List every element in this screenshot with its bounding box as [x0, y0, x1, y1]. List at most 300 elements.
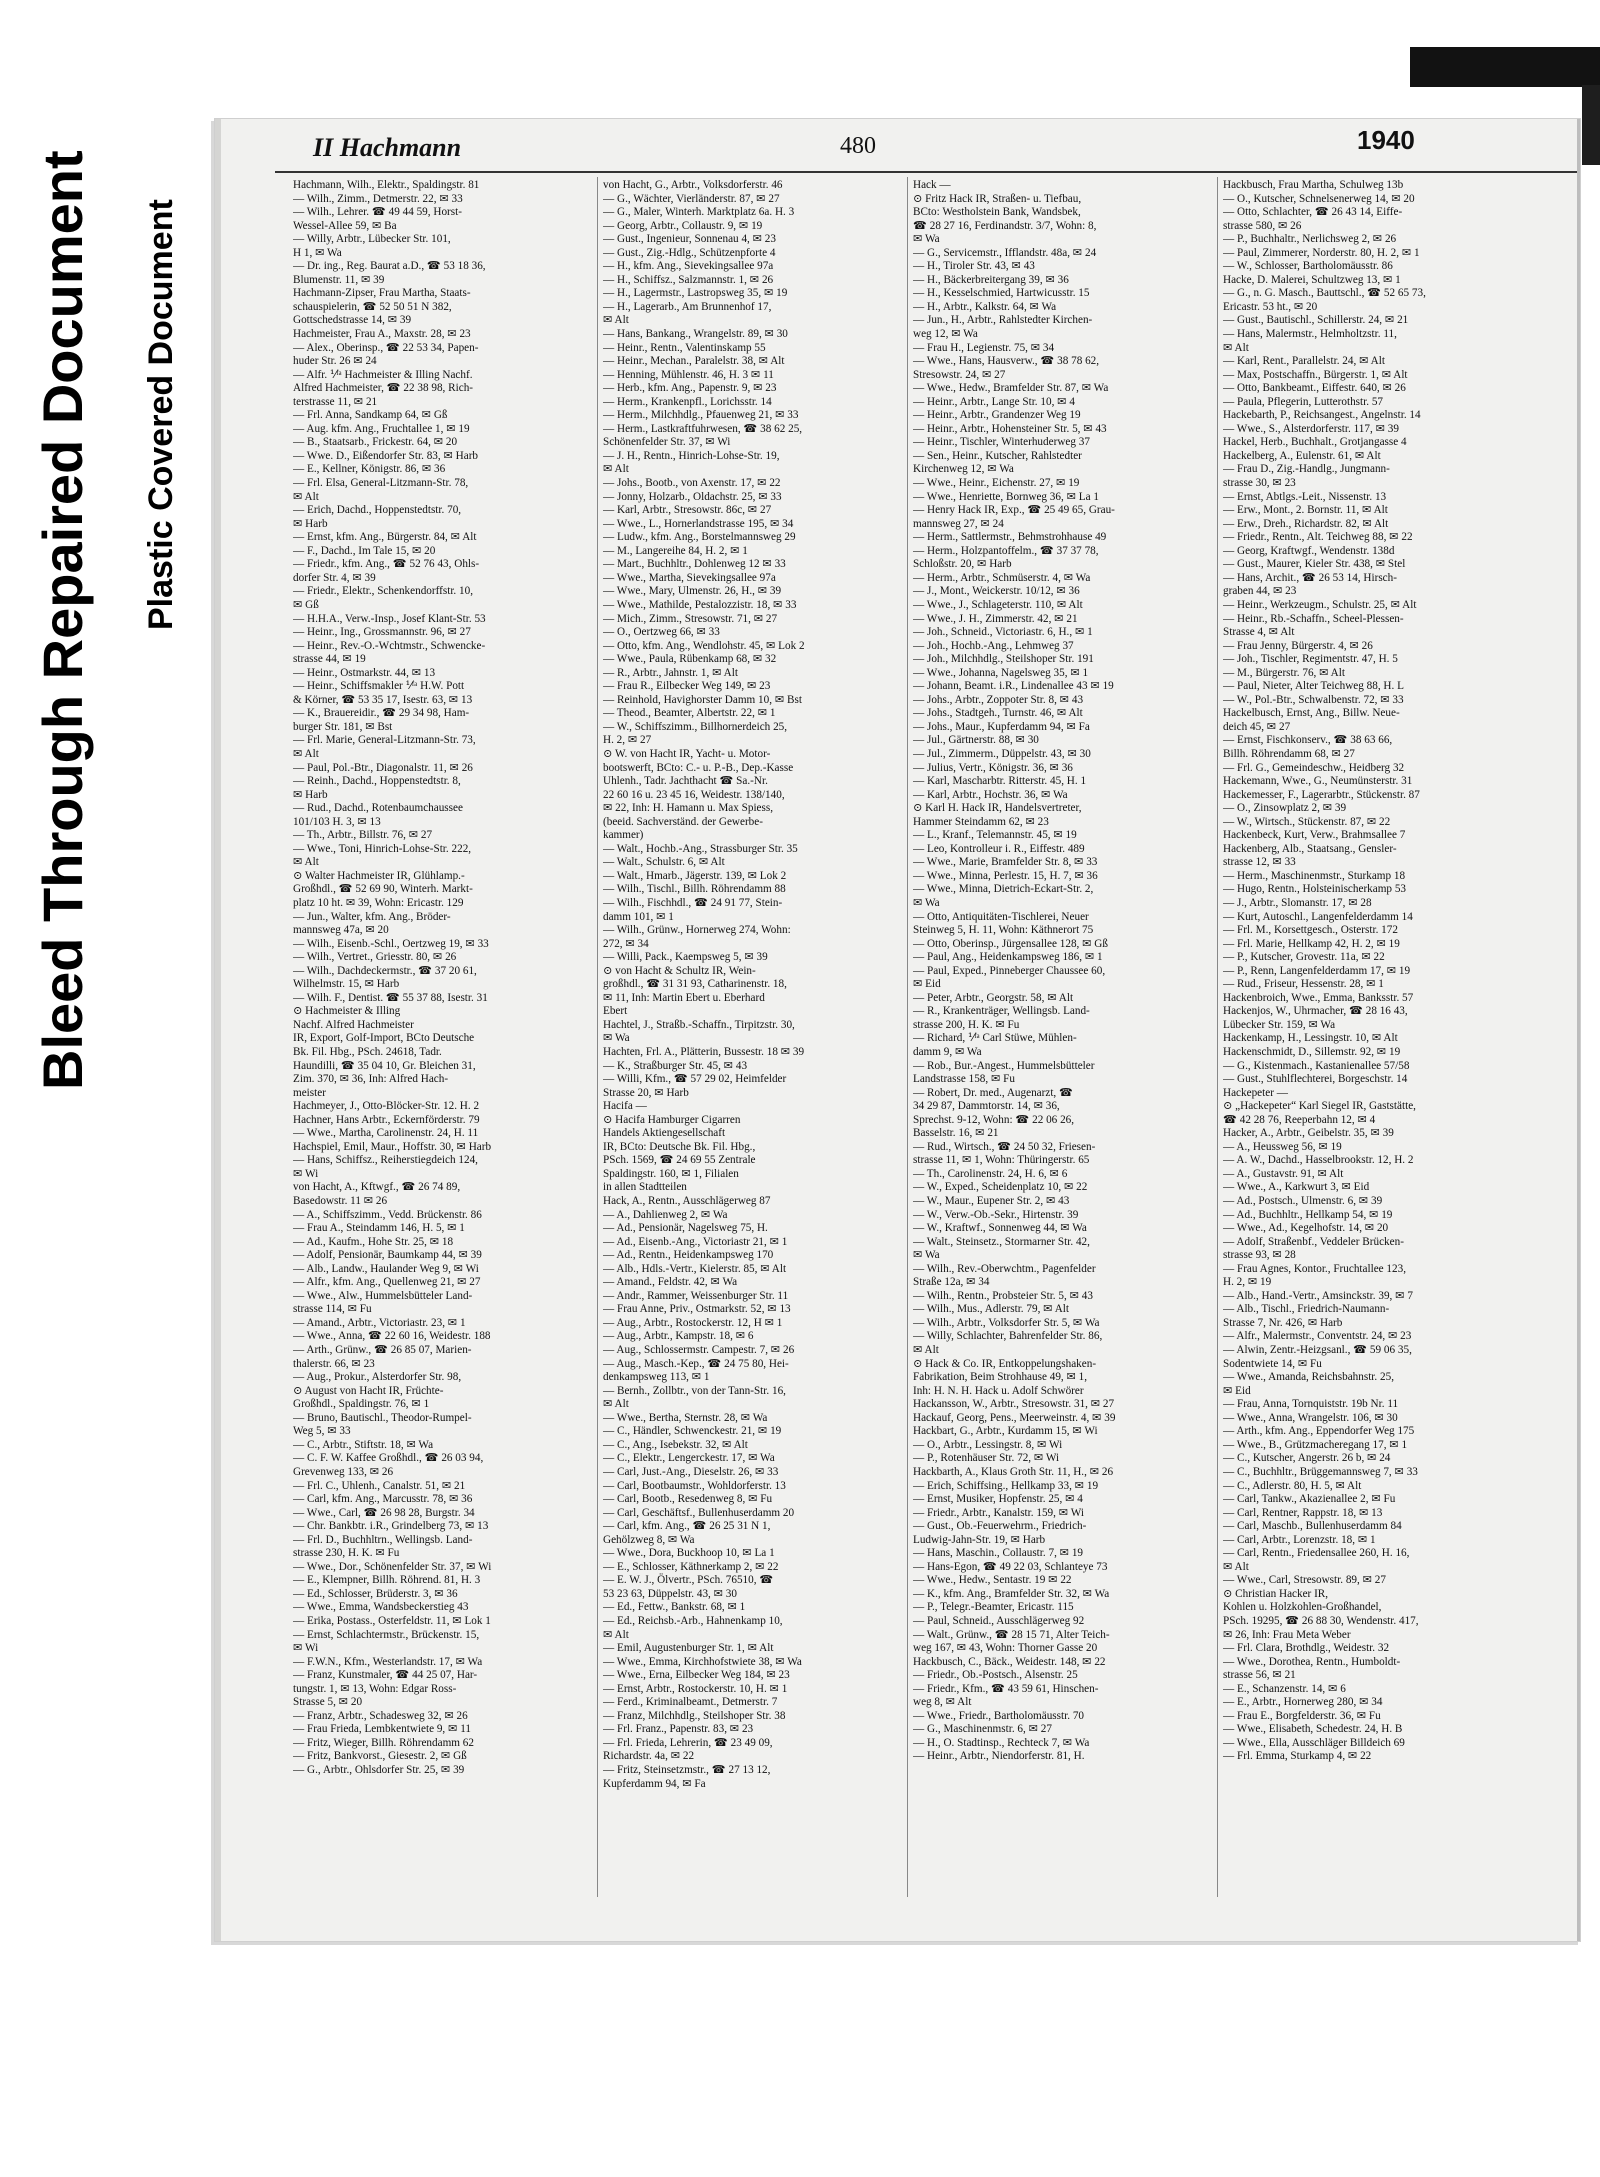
directory-entry: Basselstr. 16, ✉ 21	[913, 1127, 999, 1140]
directory-entry: Hackbart, G., Arbtr., Kurdamm 15, ✉ Wi	[913, 1425, 1098, 1438]
directory-entry: — Heinr., Ostmarkstr. 44, ✉ 13	[293, 666, 436, 679]
directory-entry: Hackbusch, Frau Martha, Schulweg 13b	[1223, 179, 1404, 191]
directory-entry: — Kurt, Autoschl., Langenfelderdamm 14	[1223, 910, 1413, 923]
directory-entry: PSch. 19295, ☎ 26 88 30, Wendenstr. 417,	[1223, 1614, 1419, 1627]
directory-entry: — Fritz, Steinsetzmstr., ☎ 27 13 12,	[603, 1763, 771, 1776]
directory-entry: — Erich, Dachd., Hoppenstedtstr. 70,	[293, 504, 462, 517]
directory-entry: — H., Lagermstr., Lastropsweg 35, ✉ 19	[603, 287, 788, 300]
directory-entry: ⊙ Christian Hacker IR,	[1223, 1587, 1329, 1600]
directory-entry: Hackenberg, Alb., Staatsang., Gensler-	[1223, 842, 1397, 855]
directory-entry: — P., Telegr.-Beamter, Ericastr. 115	[913, 1601, 1074, 1614]
directory-entry: — Franz, Kunstmaler, ☎ 44 25 07, Har-	[293, 1669, 478, 1682]
directory-entry: — Wwe., Anna, ☎ 22 60 16, Weidestr. 188	[293, 1330, 491, 1343]
directory-entry: — Julius, Vertr., Königstr. 36, ✉ 36	[913, 761, 1073, 774]
directory-entry: Strasse 5, ✉ 20	[293, 1696, 363, 1709]
directory-entry: ✉ Harb	[293, 517, 328, 530]
directory-entry: — H., Schiffsz., Salzmannstr. 1, ✉ 26	[603, 273, 774, 286]
directory-entry: — Paul, Pol.-Btr., Diagonalstr. 11, ✉ 26	[293, 761, 473, 774]
label-bleed-through: Bleed Through Repaired Document	[31, 150, 94, 1090]
directory-entry: — G., Maler, Winterh. Marktplatz 6a. H. 3	[603, 206, 795, 219]
directory-entry: — Sen., Heinr., Kutscher, Rahlstedter	[913, 449, 1082, 462]
directory-entry: — Ferd., Kriminalbeamt., Detmerstr. 7	[603, 1696, 778, 1709]
directory-entry: — J., Arbtr., Slomanstr. 17, ✉ 28	[1223, 896, 1372, 909]
directory-entry: Hachner, Hans Arbtr., Eckernförderstr. 79	[293, 1113, 480, 1126]
directory-entry: — Wwe., Minna, Perlestr. 15, H. 7, ✉ 36	[913, 869, 1098, 882]
directory-entry: — Frau D., Zig.-Handlg., Jungmann-	[1223, 463, 1390, 476]
directory-entry: Gottschedstrasse 14, ✉ 39	[293, 314, 412, 327]
directory-entry: ✉ Wa	[913, 1249, 940, 1262]
directory-entry: Hackenbroich, Wwe., Emma, Banksstr. 57	[1223, 991, 1414, 1004]
directory-entry: — Wwe., Bertha, Sternstr. 28, ✉ Wa	[603, 1411, 768, 1424]
directory-entry: — Wwe., Hedw., Sentastr. 19 ✉ 22	[913, 1574, 1072, 1587]
page-number: 480	[840, 133, 876, 159]
directory-entry: — Carl, kfm. Ang., ☎ 26 25 31 N 1,	[603, 1520, 771, 1533]
label-plastic-covered: Plastic Covered Document	[142, 199, 180, 630]
directory-entry: Hackansson, W., Arbtr., Stresowstr. 31, ✉ 27	[913, 1398, 1115, 1411]
directory-entry: — Carl, Bootb., Resedenweg 8, ✉ Fu	[603, 1493, 773, 1506]
directory-entry: — L., Kranf., Telemannstr. 45, ✉ 19	[913, 829, 1077, 842]
directory-entry: Hachmeyer, J., Otto-Blöcker-Str. 12. H. 2	[293, 1100, 480, 1113]
directory-entry: Hack —	[913, 179, 951, 191]
directory-entry: weg 167, ✉ 43, Wohn: Thorner Gasse 20	[913, 1642, 1098, 1655]
directory-entry: — Wilh., Lehrer. ☎ 49 44 59, Horst-	[293, 206, 462, 219]
directory-entry: — Ernst, Fischkonserv., ☎ 38 63 66,	[1223, 734, 1393, 747]
directory-entry: — Paul, Zimmerer, Norderstr. 80, H. 2, ✉ 1	[1223, 246, 1420, 259]
directory-entry: Hackauf, Georg, Pens., Meerweinstr. 4, ✉ 39	[913, 1411, 1116, 1424]
directory-entry: — Frau E., Borgfelderstr. 36, ✉ Fu	[1223, 1709, 1381, 1722]
directory-entry: — Walt., Steinsetz., Stormarner Str. 42,	[913, 1235, 1090, 1248]
directory-entry: — Carl, Rentner, Rappstr. 18, ✉ 13	[1223, 1506, 1383, 1519]
directory-entry: — H., kfm. Ang., Sievekingsallee 97a	[603, 260, 774, 273]
directory-entry: — Erw., Dreh., Richardstr. 82, ✉ Alt	[1223, 517, 1389, 530]
directory-entry: — P., Renn, Langenfelderdamm 17, ✉ 19	[1223, 964, 1411, 977]
directory-entry: H 1, ✉ Wa	[293, 246, 342, 259]
directory-entry: — Paul, Schneid., Ausschlägerweg 92	[913, 1614, 1085, 1627]
directory-entry: thalerstr. 66, ✉ 23	[293, 1357, 375, 1370]
directory-entry: — Alfr., Malermstr., Conventstr. 24, ✉ 23	[1223, 1330, 1412, 1343]
scanner-dark-strip	[1410, 47, 1600, 87]
directory-entry: ✉ Eid	[913, 978, 941, 991]
directory-entry: — Walt., Hmarb., Jägerstr. 139, ✉ Lok 2	[603, 869, 787, 882]
directory-entry: ✉ Wa	[603, 1032, 630, 1045]
directory-entry: — A., Schiffszimm., Vedd. Brückenstr. 86	[293, 1208, 482, 1221]
directory-entry: Hachmann-Zipser, Frau Martha, Staats-	[293, 287, 471, 300]
directory-entry: IR, Export, Golf-Import, BCto Deutsche	[293, 1032, 475, 1045]
directory-entry: weg 8, ✉ Alt	[913, 1696, 972, 1709]
directory-entry: — Ed., Schlosser, Brüderstr. 3, ✉ 36	[293, 1587, 458, 1600]
directory-entry: von Hacht, G., Arbtr., Volksdorferstr. 46	[603, 179, 783, 191]
directory-entry: in allen Stadtteilen	[603, 1181, 687, 1194]
directory-entry: — Wwe., Marie, Bramfelder Str. 8, ✉ 33	[913, 856, 1098, 869]
directory-entry: (beeid. Sachverständ. der Gewerbe-	[603, 815, 763, 828]
directory-entry: — Wwe., Dora, Buckhoop 10, ✉ La 1	[603, 1547, 775, 1560]
directory-entry: Kupferdamm 94, ✉ Fa	[603, 1777, 706, 1790]
directory-entry: — Otto, Oberinsp., Jürgensallee 128, ✉ Gß	[913, 937, 1108, 950]
directory-entry: — Herm., Arbtr., Schmüserstr. 4, ✉ Wa	[913, 571, 1091, 584]
directory-entry: ✉ Eid	[1223, 1384, 1251, 1397]
directory-entry: — Karl, Rent., Parallelstr. 24, ✉ Alt	[1223, 355, 1385, 368]
directory-entry: huder Str. 26 ✉ 24	[293, 355, 377, 368]
column-divider	[907, 177, 908, 1897]
directory-entry: — Heinr., Rev.-O.-Wchtmstr., Schwencke-	[293, 639, 486, 652]
directory-entry: — Karl, Arbtr., Hochstr. 36, ✉ Wa	[913, 788, 1068, 801]
directory-entry: strasse 230, H. K. ✉ Fu	[293, 1547, 400, 1560]
directory-entry: Hack, A., Rentn., Ausschlägerweg 87	[603, 1195, 771, 1208]
directory-entry: — Otto, Schlachter, ☎ 26 43 14, Eiffe-	[1223, 206, 1403, 219]
directory-entry: — Erich, Schiffsing., Hellkamp 33, ✉ 19	[913, 1479, 1099, 1492]
directory-entry: Spaldingstr. 160, ✉ 1, Filialen	[603, 1167, 739, 1180]
directory-entry: ⊙ Hacifa Hamburger Cigarren	[603, 1113, 741, 1126]
directory-entry: — Friedr., kfm. Ang., ☎ 52 76 43, Ohls-	[293, 558, 480, 571]
directory-entry: — Herm., Sattlermstr., Behmstrohhause 49	[913, 531, 1107, 544]
directory-entry: — H., Arbtr., Kalkstr. 64, ✉ Wa	[913, 300, 1057, 313]
directory-column-2	[603, 179, 903, 1899]
directory-entry: — G., Servicemstr., Ifflandstr. 48a, ✉ 24	[913, 246, 1097, 259]
directory-entry: — Hans, Bankang., Wrangelstr. 89, ✉ 30	[603, 328, 788, 341]
directory-entry: — Joh., Milchhdlg., Steilshoper Str. 191	[913, 653, 1094, 666]
directory-entry: — Herm., Krankenpfl., Lorichsstr. 14	[603, 395, 772, 408]
directory-entry: Hackemann, Wwe., G., Neumünsterstr. 31	[1223, 775, 1413, 788]
directory-entry: IR, BCto: Deutsche Bk. Fil. Hbg.,	[603, 1140, 756, 1153]
document-labels	[30, 30, 230, 1090]
directory-entry: — Alb., Landw., Haulander Weg 9, ✉ Wi	[293, 1262, 479, 1275]
directory-entry: — Frau A., Steindamm 146, H. 5, ✉ 1	[293, 1222, 465, 1235]
directory-entry: — Wwe., Dorothea, Rentn., Humboldt-	[1223, 1655, 1401, 1668]
directory-entry: tungstr. 1, ✉ 13, Wohn: Edgar Ross-	[293, 1682, 457, 1695]
directory-entry: ✉ Alt	[913, 1344, 939, 1357]
year-label: 1940	[1357, 125, 1415, 155]
directory-entry: — Frl. Anna, Sandkamp 64, ✉ Gß	[293, 409, 448, 422]
directory-entry: — Herm., Milchhdlg., Pfauenweg 21, ✉ 33	[603, 409, 799, 422]
directory-entry: — Th., Carolinenstr. 24, H. 6, ✉ 6	[913, 1167, 1068, 1180]
directory-entry: — Herm., Lastkraftfuhrwesen, ☎ 38 62 25,	[603, 422, 803, 435]
directory-entry: — Paula, Pflegerin, Lutterothstr. 57	[1223, 395, 1384, 408]
directory-entry: — E., Arbtr., Hornerweg 280, ✉ 34	[1223, 1696, 1383, 1709]
directory-entry: Sprechst. 9-12, Wohn: ☎ 22 06 26,	[913, 1113, 1075, 1126]
directory-entry: — C. F. W. Kaffee Großhdl., ☎ 26 03 94,	[293, 1452, 484, 1465]
directory-entry: weg 12, ✉ Wa	[913, 328, 978, 341]
directory-entry: strasse 580, ✉ 26	[1223, 219, 1302, 232]
directory-entry: 53 23 63, Düppelstr. 43, ✉ 30	[603, 1587, 737, 1600]
directory-entry: — Walt., Schulstr. 6, ✉ Alt	[603, 856, 725, 869]
directory-entry: Ericastr. 53 ht., ✉ 20	[1223, 300, 1318, 313]
directory-entry: — G., Wächter, Vierländerstr. 87, ✉ 27	[603, 192, 780, 205]
directory-entry: — Heinr., Mechan., Paralelstr. 38, ✉ Alt	[603, 355, 785, 368]
directory-entry: ⊙ von Hacht & Schultz IR, Wein-	[603, 964, 756, 977]
directory-entry: Straße 12a, ✉ 34	[913, 1276, 990, 1289]
directory-entry: — Karl, Arbtr., Stresowstr. 86c, ✉ 27	[603, 504, 772, 517]
directory-entry: — Robert, Dr. med., Augenarzt, ☎	[913, 1086, 1073, 1099]
directory-entry: Hachspiel, Emil, Maur., Hoffstr. 30, ✉ Harb	[293, 1140, 492, 1153]
directory-entry: — Aug. kfm. Ang., Fruchtallee 1, ✉ 19	[293, 422, 470, 435]
directory-entry: — Wilh., Rev.-Oberwchtm., Pagenfelder	[913, 1262, 1096, 1275]
directory-entry: Stresowstr. 24, ✉ 27	[913, 368, 1006, 381]
directory-entry: — Jun., Walter, kfm. Ang., Bröder-	[293, 910, 451, 923]
directory-entry: ✉ Alt	[293, 490, 319, 503]
directory-entry: — J., Mont., Weickerstr. 10/12, ✉ 36	[913, 585, 1080, 598]
directory-entry: — Wwe., J. H., Zimmerstr. 42, ✉ 21	[913, 612, 1078, 625]
directory-entry: — W., Exped., Scheidenplatz 10, ✉ 22	[913, 1181, 1088, 1194]
directory-entry: — Wwe., Henriette, Bornweg 36, ✉ La 1	[913, 490, 1099, 503]
directory-entry: — Ernst, Schlachtermstr., Brückenstr. 15,	[293, 1628, 480, 1641]
directory-entry: — Frl. C., Uhlenh., Canalstr. 51, ✉ 21	[293, 1479, 466, 1492]
directory-entry: ✉ 11, Inh: Martin Ebert u. Eberhard	[603, 991, 765, 1004]
directory-entry: — G., Arbtr., Ohlsdorfer Str. 25, ✉ 39	[293, 1763, 465, 1776]
directory-entry: — Wwe., Paula, Rübenkamp 68, ✉ 32	[603, 653, 777, 666]
directory-entry: — Heinr., Arbtr., Niendorferstr. 81, H.	[913, 1750, 1085, 1763]
directory-column-3	[913, 179, 1213, 1899]
page-header	[215, 119, 1580, 169]
directory-entry: — Joh., Schneid., Victoriastr. 6, H., ✉ 1	[913, 626, 1093, 639]
directory-entry: — Gust., Bautischl., Schillerstr. 24, ✉ 21	[1223, 314, 1409, 327]
directory-entry: — Willi, Kfm., ☎ 57 29 02, Heimfelder	[603, 1073, 787, 1086]
directory-entry: — R., Krankenträger, Wellingsb. Land-	[913, 1005, 1090, 1018]
directory-entry: Hachmann, Wilh., Elektr., Spaldingstr. 81	[293, 179, 480, 191]
directory-entry: — Walt., Hochb.-Ang., Strassburger Str. 35	[603, 842, 798, 855]
directory-entry: — Alb., Hdls.-Vertr., Kielerstr. 85, ✉ Alt	[603, 1262, 787, 1275]
directory-entry: Strasse 7, Nr. 426, ✉ Harb	[1223, 1316, 1343, 1329]
directory-entry: ✉ Alt	[603, 314, 629, 327]
directory-entry: — Aug., Prokur., Alsterdorfer Str. 98,	[293, 1371, 462, 1384]
directory-entry: — Rob., Bur.-Angest., Hummelsbütteler	[913, 1059, 1095, 1072]
directory-entry: Fabrikation, Beim Strohhause 49, ✉ 1,	[913, 1371, 1088, 1384]
directory-entry: meister	[293, 1086, 326, 1099]
directory-entry: Hackenbeck, Kurt, Verw., Brahmsallee 7	[1223, 829, 1406, 842]
directory-entry: — Paul, Exped., Pinneberger Chaussee 60,	[913, 964, 1106, 977]
directory-entry: Wilhelmstr. 15, ✉ Harb	[293, 978, 400, 991]
directory-entry: — Henning, Mühlenstr. 46, H. 3 ✉ 11	[603, 368, 774, 381]
directory-entry: — Wwe., Ad., Kegelhofstr. 14, ✉ 20	[1223, 1222, 1389, 1235]
directory-entry: Hacifa —	[603, 1100, 647, 1113]
directory-entry: Billh. Röhrendamm 68, ✉ 27	[1223, 747, 1355, 760]
directory-entry: — Aug., Masch.-Kep., ☎ 24 75 80, Hei-	[603, 1357, 789, 1370]
directory-entry: — Wwe., Carl, Stresowstr. 89, ✉ 27	[1223, 1574, 1386, 1587]
directory-entry: — C., Kutscher, Angerstr. 26 b, ✉ 24	[1223, 1452, 1391, 1465]
directory-entry: — Heinr., Werkzeugm., Schulstr. 25, ✉ Alt	[1223, 598, 1417, 611]
directory-entry: — Friedr., Arbtr., Kanalstr. 159, ✉ Wi	[913, 1506, 1084, 1519]
directory-entry: ✉ Gß	[293, 598, 319, 611]
directory-entry: — Ludw., kfm. Ang., Borstelmannsweg 29	[603, 531, 796, 544]
directory-entry: ⊙ August von Hacht IR, Früchte-	[293, 1384, 444, 1397]
directory-entry: — Wwe., Emma, Wandsbeckerstieg 43	[293, 1601, 469, 1614]
directory-entry: — Carl, Bootbaumstr., Wohldorferstr. 13	[603, 1479, 786, 1492]
directory-entry: ✉ Alt	[1223, 1560, 1249, 1573]
directory-entry: ✉ Alt	[293, 856, 319, 869]
directory-entry: — Wwe., Erna, Eilbecker Weg 184, ✉ 23	[603, 1669, 790, 1682]
directory-entry: Hacke, D. Malerei, Schultzweg 13, ✉ 1	[1223, 273, 1401, 286]
directory-entry: — H.H.A., Verw.-Insp., Josef Klant-Str. 53	[293, 612, 486, 625]
directory-entry: — Friedr., Rentn., Alt. Teichweg 88, ✉ 22	[1223, 531, 1413, 544]
directory-entry: — Carl, kfm. Ang., Marcusstr. 78, ✉ 36	[293, 1493, 473, 1506]
directory-entry: — H., Bäckerbreitergang 39, ✉ 36	[913, 273, 1069, 286]
directory-entry: Hackelberg, A., Eulenstr. 61, ✉ Alt	[1223, 449, 1381, 462]
directory-entry: ✉ Alt	[603, 463, 629, 476]
directory-entry: — E., Kellner, Königstr. 86, ✉ 36	[293, 463, 446, 476]
scanner-dark-strip-2	[1582, 85, 1600, 165]
directory-entry: Hacker, A., Arbtr., Geibelstr. 35, ✉ 39	[1223, 1127, 1394, 1140]
directory-entry: Uhlenh., Tadr. Jachthacht ☎ Sa.-Nr.	[603, 775, 768, 788]
directory-entry: — Frau Agnes, Kontor., Fruchtallee 123,	[1223, 1262, 1407, 1275]
directory-entry: schauspielerin, ☎ 52 50 51 N 382,	[293, 300, 452, 313]
directory-entry: — Otto, Bankbeamt., Eiffestr. 640, ✉ 26	[1223, 382, 1406, 395]
directory-entry: — Frl. Marie, Hellkamp 42, H. 2, ✉ 19	[1223, 937, 1400, 950]
directory-entry: damm 101, ✉ 1	[603, 910, 674, 923]
directory-entry: — Wwe., Martha, Sievekingsallee 97a	[603, 571, 776, 584]
directory-entry: — Alex., Oberinsp., ☎ 22 53 34, Papen-	[293, 341, 479, 354]
directory-entry: — Mart., Buchhltr., Dohlenweg 12 ✉ 33	[603, 558, 786, 571]
directory-entry: — Wwe., Emma, Kirchhofstwiete 38, ✉ Wa	[603, 1655, 802, 1668]
directory-entry: — R., Arbtr., Jahnstr. 1, ✉ Alt	[603, 666, 738, 679]
directory-entry: — Peter, Arbtr., Georgstr. 58, ✉ Alt	[913, 991, 1074, 1004]
directory-entry: — Aug., Arbtr., Kampstr. 18, ✉ 6	[603, 1330, 754, 1343]
directory-entry: — Aug., Arbtr., Rostockerstr. 12, H ✉ 1	[603, 1316, 783, 1329]
directory-entry: — Paul, Ang., Heidenkampsweg 186, ✉ 1	[913, 951, 1103, 964]
directory-entry: burger Str. 181, ✉ Bst	[293, 720, 393, 733]
directory-entry: — Wwe., Hans, Hausverw., ☎ 38 78 62,	[913, 355, 1100, 368]
directory-entry: — M., Bürgerstr. 76, ✉ Alt	[1223, 666, 1345, 679]
directory-entry: — Herm., Holzpantoffelm., ☎ 37 37 78,	[913, 544, 1099, 557]
directory-entry: Blumenstr. 11, ✉ 39	[293, 273, 385, 286]
directory-entry: Hackenkamp, H., Lessingstr. 10, ✉ Alt	[1223, 1032, 1398, 1045]
directory-entry: ✉ Harb	[293, 788, 328, 801]
directory-entry: — Mich., Zimm., Stresowstr. 71, ✉ 27	[603, 612, 778, 625]
directory-entry: dorfer Str. 4, ✉ 39	[293, 571, 376, 584]
directory-entry: — W., Verw.-Ob.-Sekr., Hirtenstr. 39	[913, 1208, 1079, 1221]
directory-entry: ⊙ W. von Hacht IR, Yacht- u. Motor-	[603, 747, 771, 760]
directory-entry: — G., Kistenmach., Kastanienallee 57/58	[1223, 1059, 1410, 1072]
directory-entry: damm 9, ✉ Wa	[913, 1046, 982, 1058]
directory-entry: — G., n. G. Masch., Bauttschl., ☎ 52 65 73,	[1223, 287, 1426, 300]
directory-entry: — C., Arbtr., Stiftstr. 18, ✉ Wa	[293, 1438, 434, 1451]
directory-entry: 101/103 H. 3, ✉ 13	[293, 815, 381, 828]
directory-entry: ✉ Wa	[913, 896, 940, 909]
directory-entry: mannsweg 27, ✉ 24	[913, 517, 1004, 530]
directory-entry: — Wwe., Mathilde, Pestalozzistr. 18, ✉ 33	[603, 598, 797, 611]
directory-entry: — Karl, Mascharbtr. Ritterstr. 45, H. 1	[913, 775, 1087, 788]
directory-entry: — A. W., Dachd., Hasselbrookstr. 12, H. 2	[1223, 1154, 1414, 1167]
directory-entry: — Ad., Pensionär, Nagelsweg 75, H.	[603, 1222, 768, 1235]
directory-entry: ⊙ „Hackepeter“ Karl Siegel IR, Gaststätte,	[1223, 1100, 1416, 1113]
directory-entry: Großhdl., ☎ 52 69 90, Winterh. Markt-	[293, 883, 473, 896]
directory-entry: 22 60 16 u. 23 45 16, Weidestr. 138/140,	[603, 788, 785, 801]
directory-entry: — Alfr., kfm. Ang., Quellenweg 21, ✉ 27	[293, 1276, 481, 1289]
directory-entry: Basedowstr. 11 ✉ 26	[293, 1195, 388, 1208]
directory-entry: — Wilh. F., Dentist. ☎ 55 37 88, Isestr. 31	[293, 991, 488, 1004]
directory-entry: — Georg, Arbtr., Collaustr. 9, ✉ 19	[603, 219, 763, 232]
directory-entry: — W., Schiffszimm., Billhornerdeich 25,	[603, 720, 788, 733]
directory-entry: — H., Tiroler Str. 43, ✉ 43	[913, 260, 1035, 273]
directory-entry: — K., Straßburger Str. 45, ✉ 43	[603, 1059, 748, 1072]
directory-entry: — Wwe., S., Alsterdorferstr. 117, ✉ 39	[1223, 422, 1399, 435]
directory-entry: — Aug., Schlossermstr. Campestr. 7, ✉ 26	[603, 1344, 795, 1357]
directory-entry: — M., Langereihe 84, H. 2, ✉ 1	[603, 544, 748, 557]
directory-page	[214, 118, 1581, 1942]
directory-entry: — Frl. M., Korsettgesch., Osterstr. 172	[1223, 924, 1398, 937]
page-gutter	[1577, 119, 1580, 1941]
directory-entry: Nachf. Alfred Hachmeister	[293, 1018, 414, 1031]
directory-entry: — Wwe., J., Schlageterstr. 110, ✉ Alt	[913, 598, 1083, 611]
directory-entry: Hackelbusch, Ernst, Ang., Billw. Neue-	[1223, 707, 1400, 720]
running-head: II Hachmann	[313, 133, 462, 162]
directory-entry: — Wwe., B., Grützmacheregang 17, ✉ 1	[1223, 1438, 1408, 1451]
directory-entry: Steinweg 5, H. 11, Wohn: Käthnerort 75	[913, 924, 1094, 937]
directory-entry: — Paul, Nieter, Alter Teichweg 88, H. L	[1223, 680, 1404, 693]
directory-entry: — Hans, Archit., ☎ 26 53 14, Hirsch-	[1223, 571, 1397, 584]
directory-entry: — A., Gustavstr. 91, ✉ Alt	[1223, 1167, 1344, 1180]
directory-entry: — Joh., Hochb.-Ang., Lehmweg 37	[913, 639, 1074, 652]
directory-entry: 34 29 87, Dammtorstr. 14, ✉ 36,	[913, 1100, 1060, 1113]
directory-entry: — Jun., H., Arbtr., Rahlstedter Kirchen-	[913, 314, 1093, 327]
directory-entry: — Jul., Zimmerm., Düppelstr. 43, ✉ 30	[913, 747, 1091, 760]
column-divider	[1217, 177, 1218, 1897]
directory-entry: — Herm., Maschinenmstr., Sturkamp 18	[1223, 869, 1406, 882]
directory-entry: — Frau Jenny, Bürgerstr. 4, ✉ 26	[1223, 639, 1373, 652]
directory-entry: — Wilh., Eisenb.-Schl., Oertzweg 19, ✉ 33	[293, 937, 489, 950]
directory-entry: bootswerft, BCto: C.- u. P.-B., Dep.-Kasse	[603, 761, 794, 774]
directory-entry: — Heinr., Arbtr., Lange Str. 10, ✉ 4	[913, 395, 1075, 408]
directory-entry: Großhdl., Spaldingstr. 76, ✉ 1	[293, 1398, 430, 1411]
directory-entry: Hachtel, J., Straßb.-Schaffn., Tirpitzstr. 30,	[603, 1018, 795, 1031]
directory-entry: — Ernst, Musiker, Hopfenstr. 25, ✉ 4	[913, 1493, 1083, 1506]
directory-entry: — Ad., Rentn., Heidenkampsweg 170	[603, 1249, 774, 1262]
directory-entry: — Hans-Egon, ☎ 49 22 03, Schlanteye 73	[913, 1560, 1108, 1573]
directory-entry: Hackebarth, P., Reichsangest., Angelnstr. 14	[1223, 409, 1421, 422]
directory-entry: — Andr., Rammer, Weissenburger Str. 11	[603, 1289, 789, 1302]
directory-entry: — Carl, Rentn., Friedensallee 260, H. 16,	[1223, 1547, 1410, 1560]
directory-entry: strasse 56, ✉ 21	[1223, 1669, 1296, 1682]
directory-entry: — Alfr. ⅟ᶠᵃ Hachmeister & Illing Nachf.	[293, 368, 473, 381]
directory-entry: — Gust., Ob.-Feuerwehrm., Friedrich-	[913, 1520, 1087, 1533]
directory-entry: — Gust., Stuhlflechterei, Borgeschstr. 14	[1223, 1073, 1408, 1086]
directory-entry: Hachten, Frl. A., Plätterin, Bussestr. 18 ✉ 39	[603, 1046, 805, 1058]
directory-entry: — W., Schlosser, Bartholomäusstr. 86	[1223, 260, 1393, 273]
directory-entry: — Heinr., Ing., Grossmannstr. 96, ✉ 27	[293, 626, 471, 639]
directory-entry: — Ed., Fettw., Bankstr. 68, ✉ 1	[603, 1601, 746, 1614]
directory-entry: H. 2, ✉ 27	[603, 734, 652, 747]
directory-entry: — C., Elektr., Lengerckestr. 17, ✉ Wa	[603, 1452, 775, 1465]
directory-entry: graben 44, ✉ 23	[1223, 585, 1297, 598]
directory-entry: — Frl. Clara, Brothdlg., Weidestr. 32	[1223, 1642, 1390, 1655]
directory-entry: — Heinr., Arbtr., Grandenzer Weg 19	[913, 409, 1081, 422]
directory-entry: Hackenjos, W., Uhrmacher, ☎ 28 16 43,	[1223, 1005, 1408, 1018]
directory-entry: — Willy, Schlachter, Bahrenfelder Str. 86,	[913, 1330, 1103, 1343]
directory-entry: — Johann, Beamt. i.R., Lindenallee 43 ✉ 19	[913, 680, 1114, 693]
directory-entry: — Ernst, Abtlgs.-Leit., Nissenstr. 13	[1223, 490, 1387, 503]
directory-entry: — Friedr., Ob.-Postsch., Alsenstr. 25	[913, 1669, 1078, 1682]
directory-entry: — Heinr., Arbtr., Hohensteiner Str. 5, ✉ 43	[913, 422, 1107, 435]
directory-entry: — Wwe., Ella, Ausschläger Billdeich 69	[1223, 1736, 1405, 1749]
directory-entry: kammer)	[603, 829, 644, 842]
directory-entry: — Wwe., Johanna, Nagelsweg 35, ✉ 1	[913, 666, 1089, 679]
directory-entry: — Bruno, Bautischl., Theodor-Rumpel-	[293, 1411, 472, 1424]
directory-entry: — Otto, kfm. Ang., Wendlohstr. 45, ✉ Lok 2	[603, 639, 805, 652]
directory-entry: — Jul., Gärtnerstr. 88, ✉ 30	[913, 734, 1039, 747]
page-binding-edge	[215, 119, 221, 1941]
directory-entry: — Arth., Grünw., ☎ 26 85 07, Marien-	[293, 1344, 472, 1357]
directory-entry: — E., Klempner, Billh. Röhrend. 81, H. 3	[293, 1574, 481, 1587]
directory-entry: — W., Pol.-Btr., Schwalbenstr. 72, ✉ 33	[1223, 693, 1404, 706]
directory-entry: Schloßstr. 20, ✉ Harb	[913, 558, 1012, 571]
directory-entry: — Wwe., Anna, Wrangelstr. 106, ✉ 30	[1223, 1411, 1398, 1424]
directory-entry: strasse 12, ✉ 33	[1223, 856, 1296, 869]
directory-entry: — Hans, Malermstr., Helmholtzstr. 11,	[1223, 328, 1397, 341]
directory-entry: — Gust., Ingenieur, Sonnenau 4, ✉ 23	[603, 233, 776, 246]
directory-entry: PSch. 1569, ☎ 24 69 55 Zentrale	[603, 1154, 756, 1167]
directory-entry: — Gust., Maurer, Kieler Str. 438, ✉ Stel	[1223, 558, 1406, 571]
directory-entry: strasse 200, H. K. ✉ Fu	[913, 1018, 1020, 1031]
directory-entry: — Wwe., Toni, Hinrich-Lohse-Str. 222,	[293, 842, 472, 855]
directory-entry: — F., Dachd., Im Tale 15, ✉ 20	[293, 544, 436, 557]
